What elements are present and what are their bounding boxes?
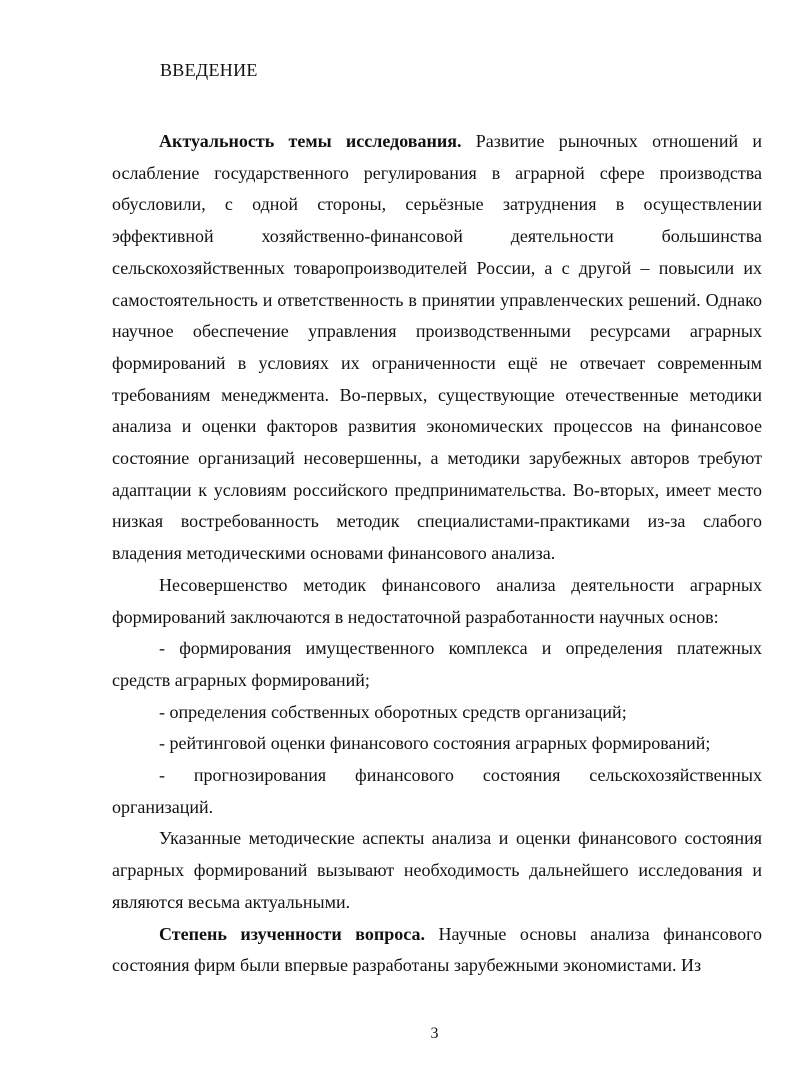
paragraph-text-relevance: Развитие рыночных отношений и ослабление государственного регулирования в аграрной сфере производства обусловили, с одной стороны, серьёзные затруднения в осуществлении эффективной хозяйственно-финансовой деятельности большинства сельскохозяйственных товаропроизводителей России, а с другой – повысили их самостоятельность и ответственность в принятии управленческих решений. Однако научное обеспечение управления производственными ресурсами аграрных формирований в условиях их ограниченности ещё не отвечает современным требованиям менеджмента. Во-первых, существующие отечественные методики анализа и оценки факторов развития экономических процессов на финансовое состояние организаций несовершенны, а методики зарубежных авторов требуют адаптации к условиям российского предпринимательства. Во-вторых, имеет место низкая востребованность методик специалистами-практиками из-за слабого владения методическими основами финансового анализа. — [112, 131, 762, 564]
list-item: - формирования имущественного комплекса и определения платежных средств аграрных формирований; — [112, 638, 762, 690]
paragraph-study-degree — [112, 919, 762, 982]
body-text — [112, 126, 762, 982]
paragraph-lead-relevance: Актуальность темы исследования. — [159, 131, 462, 151]
list-item: - прогнозирования финансового состояния сельскохозяйственных организаций. — [112, 765, 762, 817]
paragraph-aspects: Указанные методические аспекты анализа и оценки финансового состояния аграрных формирований вызывают необходимость дальнейшего исследования и являются весьма актуальными. — [112, 828, 762, 912]
paragraph-relevance — [112, 126, 762, 570]
section-heading: ВВЕДЕНИЕ — [160, 60, 258, 80]
paragraph-imperfection: Несовершенство методик финансового анализа деятельности аграрных формирований заключаются в недостаточной разработанности научных основ: — [112, 574, 762, 627]
list-item: - рейтинговой оценки финансового состояния аграрных формирований; — [159, 733, 711, 754]
paragraph-text-study-degree: Научные основы анализа финансового состояния фирм были впервые разработаны зарубежными экономистами. Из — [112, 923, 763, 976]
list-item: - определения собственных оборотных средств организаций; — [159, 701, 627, 722]
paragraph-lead-study-degree: Степень изученности вопроса. — [159, 923, 425, 944]
page-number: 3 — [430, 1025, 439, 1042]
